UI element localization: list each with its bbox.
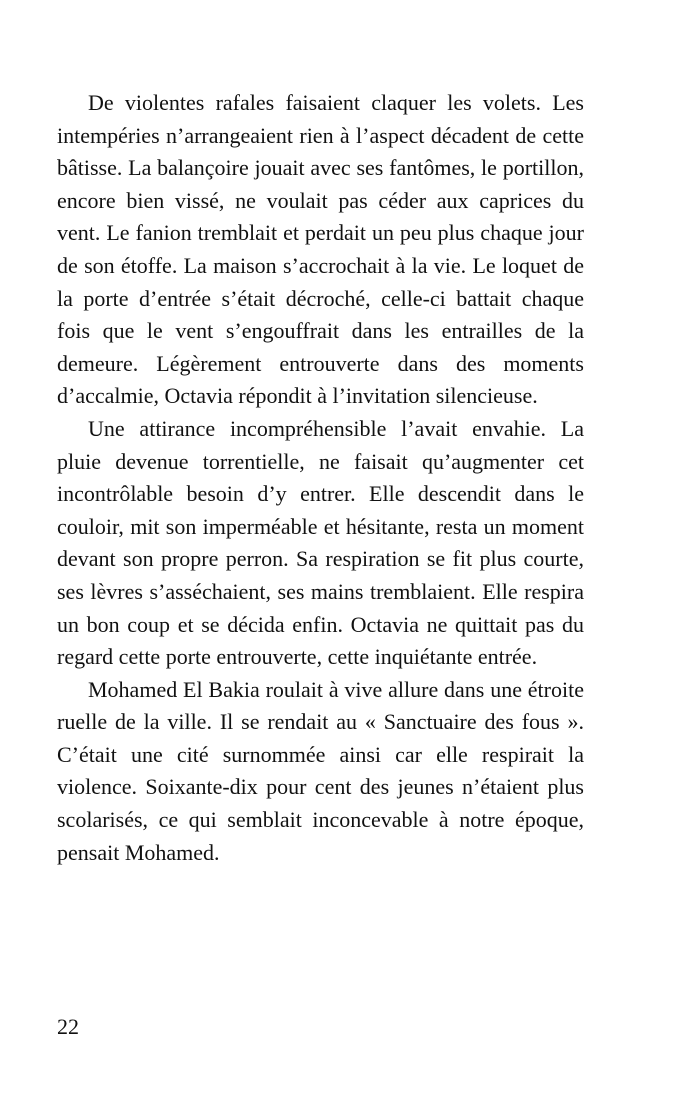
body-text [57, 87, 584, 869]
paragraph-1: De violentes rafales faisaient claquer les volets. Les intempéries n’arrangeaient rien à l’aspect décadent de cette bâtisse. La balançoire jouait avec ses fantômes, le portillon, encore bien vissé, ne voulait pas céder aux caprices du vent. Le fanion tremblait et perdait un peu plus chaque jour de son étoffe. La maison s’accrochait à la vie. Le loquet de la porte d’entrée s’était décroché, celle-ci battait chaque fois que le vent s’engouffrait dans les entrailles de la demeure. Légèrement entrouverte dans des moments d’accalmie, Octavia répondit à l’invitation silencieuse. [57, 90, 584, 409]
page-number: 22 [57, 1014, 79, 1039]
paragraph-3: Mohamed El Bakia roulait à vive allure dans une étroite ruelle de la ville. Il se rendait au « Sanctuaire des fous ». C’était une cité surnommée ainsi car elle respirait la violence. Soixante-dix pour cent des jeunes n’étaient plus scolarisés, ce qui semblait inconcevable à notre époque, pensait Mohamed. [57, 676, 584, 865]
paragraph-2: Une attirance incompréhensible l’avait envahie. La pluie devenue torrentielle, ne faisait qu’augmenter cet incontrôlable besoin d’y entrer. Elle descendit dans le couloir, mit son imperméable et hésitante, resta un moment devant son propre perron. Sa respiration se fit plus courte, ses lèvres s’asséchaient, ses mains tremblaient. Elle respira un bon coup et se décida enfin. Octavia ne quittait pas du regard cette porte entrouverte, cette inquiétante entrée. [57, 415, 584, 670]
